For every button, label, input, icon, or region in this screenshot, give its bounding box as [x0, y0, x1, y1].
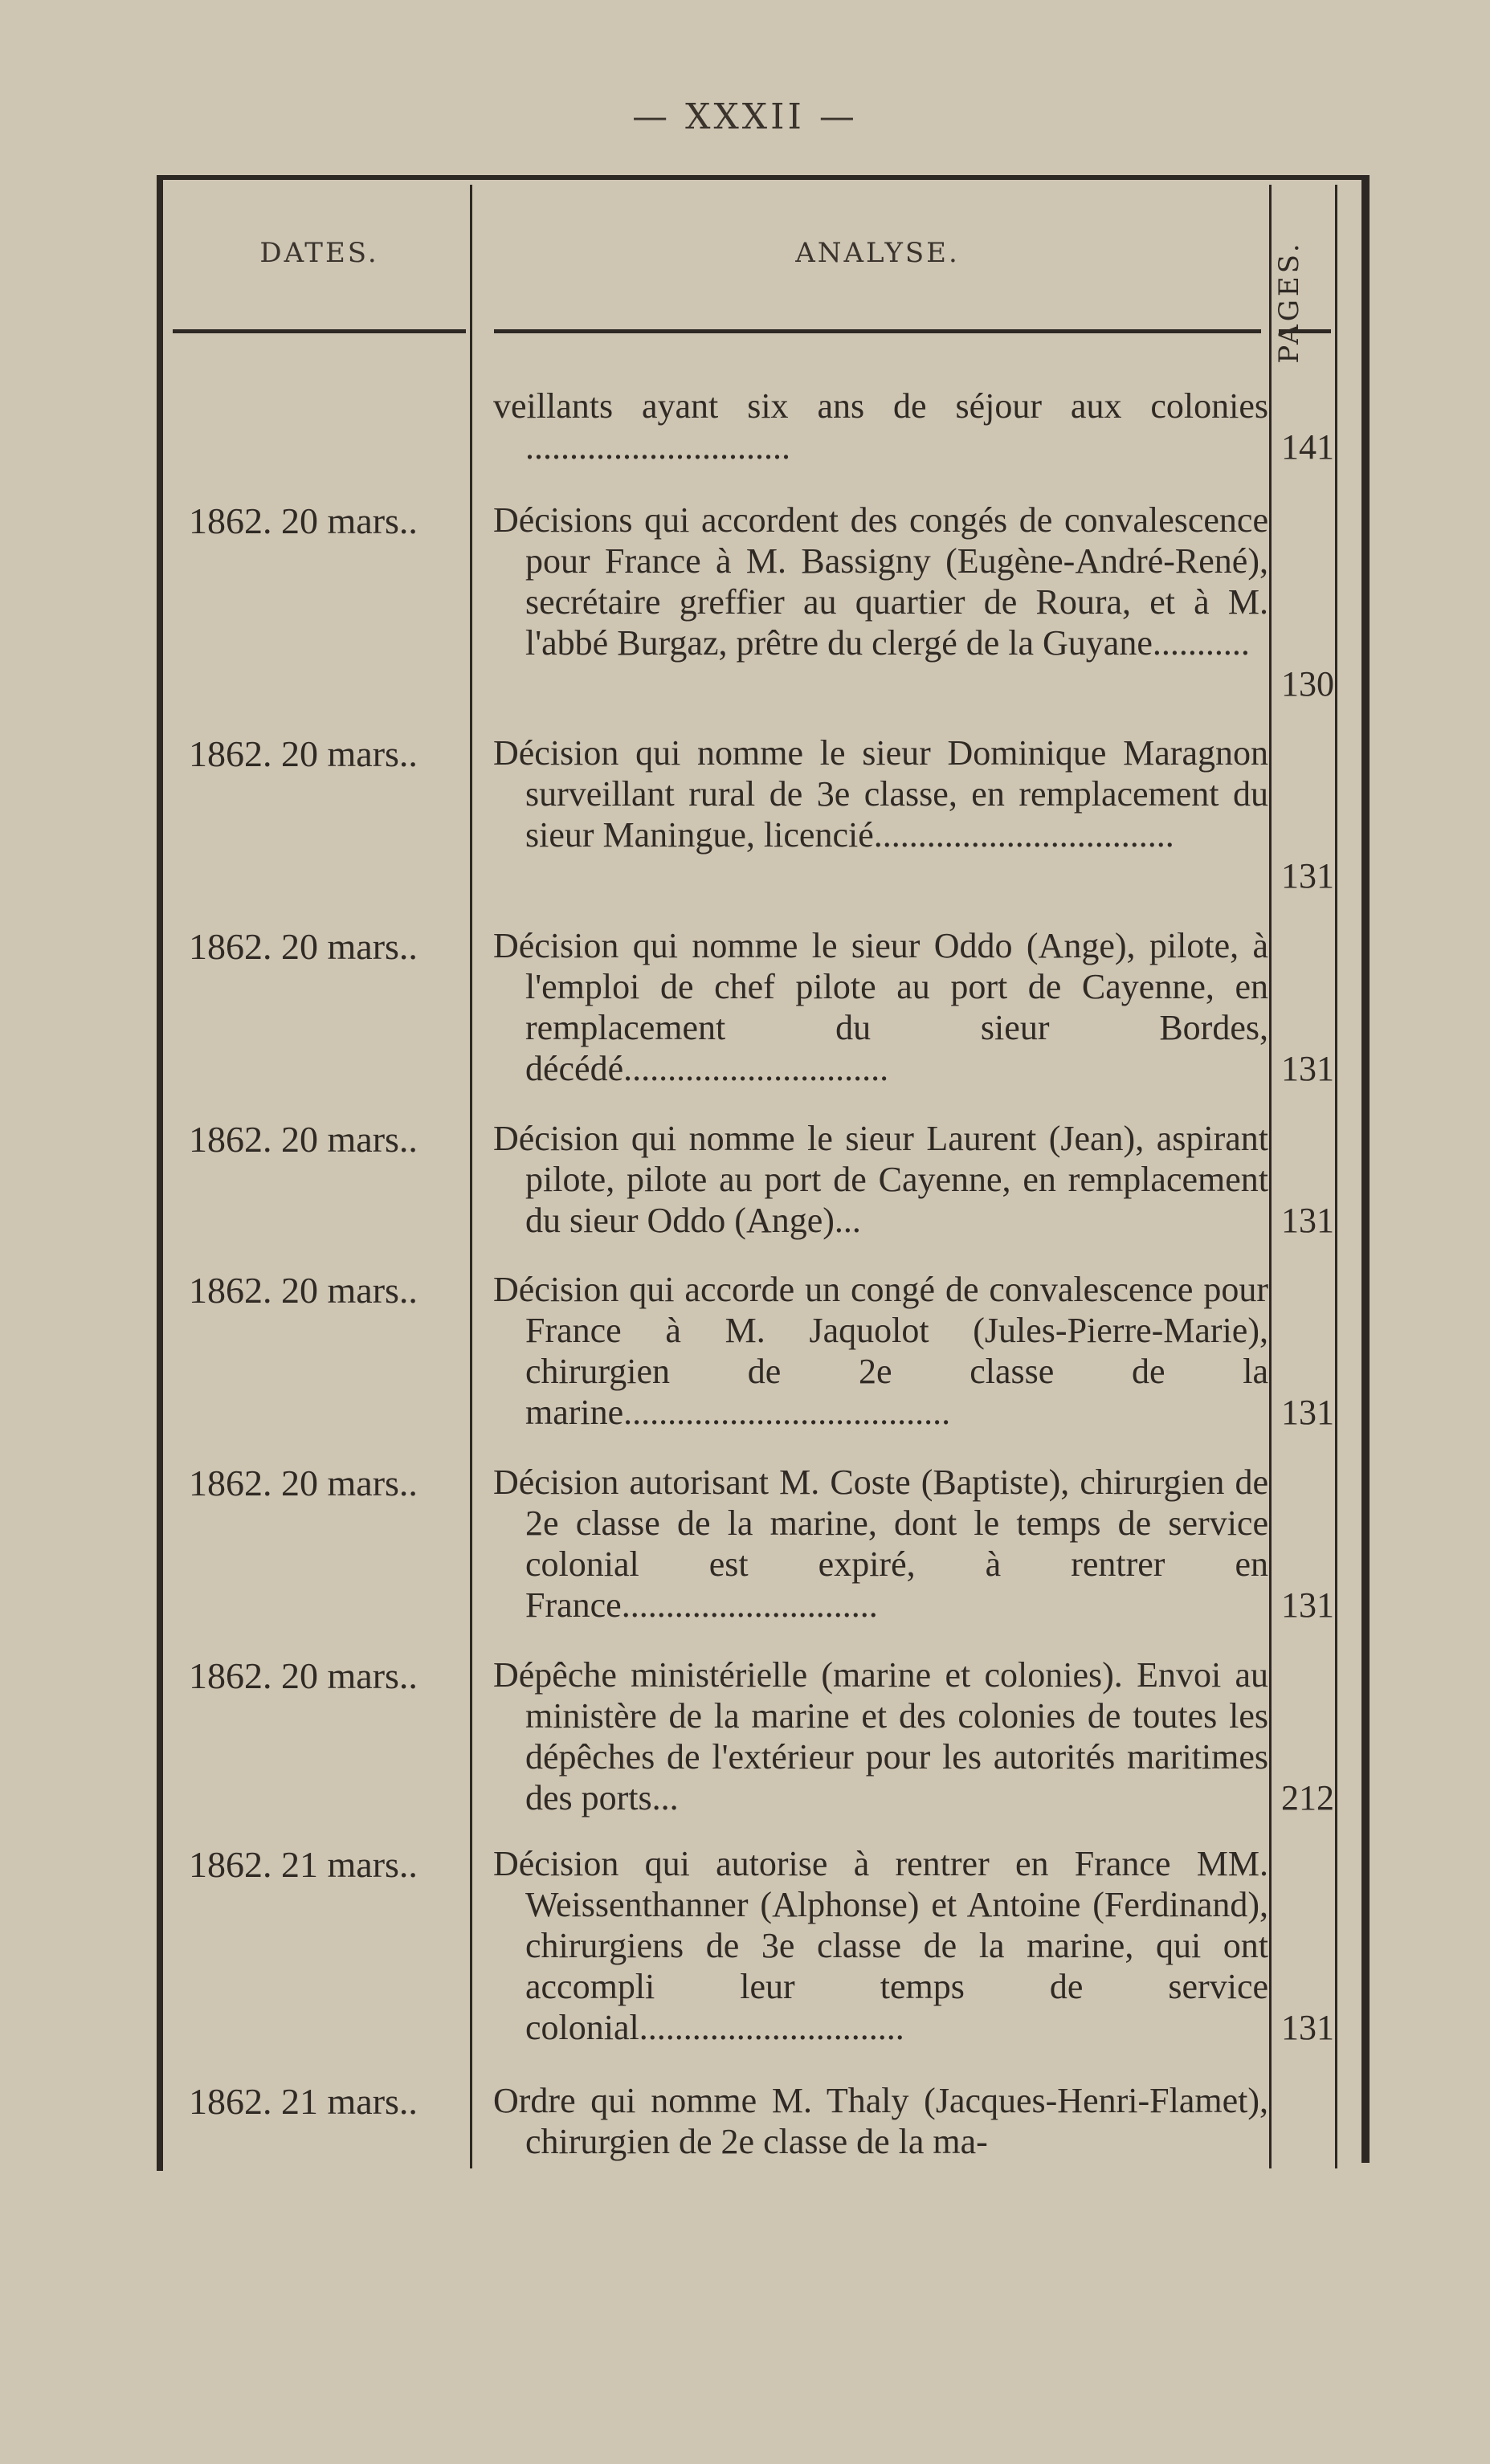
dates-divider: [470, 185, 472, 2168]
pages-divider: [1335, 185, 1337, 2168]
entry-date: 1862. 20 mars..: [189, 500, 418, 541]
entry-page: 131: [1281, 856, 1334, 895]
entry-analysis: Décision qui autorise à rentrer en France MM. Weissenthanner (Alphonse) et Antoine (Ferdinand), chirurgiens de 3e classe de la marine, qui ont accompli leur temps de service colonial..............................: [493, 1844, 1268, 2047]
header-rule-analyse: [494, 329, 1261, 333]
column-heading-analyse: ANALYSE.: [795, 237, 960, 269]
entry-page: 131: [1281, 2008, 1334, 2047]
entry-analysis: Décision autorisant M. Coste (Baptiste), chirurgien de 2e classe de la marine, dont le temps de service colonial est expiré, à rentrer en France.............................: [493, 1462, 1268, 1625]
entry-page: 141: [1281, 427, 1334, 467]
entry-page: 131: [1281, 1049, 1334, 1088]
entry-page: 131: [1281, 1585, 1334, 1625]
entry-date: 1862. 20 mars..: [189, 1270, 418, 1311]
entry-analysis: Décisions qui accordent des congés de convalescence pour France à M. Bassigny (Eugène-André-René), secrétaire greffier au quartier de Roura, et à M. l'abbé Burgaz, prêtre du clergé de la Guyane...........: [493, 500, 1268, 663]
page-header: — XXXII —: [632, 96, 858, 137]
entry-date: 1862. 20 mars..: [189, 1655, 418, 1696]
analyse-divider: [1269, 185, 1272, 2168]
column-heading-dates: DATES.: [259, 237, 379, 269]
left-border: [157, 175, 163, 2171]
entry-date: 1862. 21 mars..: [189, 1844, 418, 1885]
entry-date: 1862. 20 mars..: [189, 1462, 418, 1503]
entry-analysis: Ordre qui nomme M. Thaly (Jacques-Henri-Flamet), chirurgien de 2e classe de la ma-: [493, 2081, 1268, 2161]
entry-date: 1862. 21 mars..: [189, 2081, 418, 2122]
entry-analysis: Dépêche ministérielle (marine et colonies). Envoi au ministère de la marine et des colonies de toutes les dépêches de l'extérieur pour les autorités maritimes des ports...: [493, 1655, 1268, 1817]
entry-date: 1862. 20 mars..: [189, 1119, 418, 1160]
entry-analysis: Décision qui nomme le sieur Oddo (Ange), pilote, à l'emploi de chef pilote au port de Cayenne, en remplacement du sieur Bordes, décédé..............................: [493, 926, 1268, 1088]
entry-page: 131: [1281, 1393, 1334, 1432]
entry-analysis: veillants ayant six ans de séjour aux colonies ..............................: [493, 386, 1268, 467]
entry-page: 130: [1281, 664, 1334, 704]
entry-page: 212: [1281, 1778, 1334, 1817]
top-rule: [157, 175, 1370, 180]
entry-analysis: Décision qui nomme le sieur Dominique Maragnon surveillant rural de 3e classe, en remplacement du sieur Maningue, licencié..................................: [493, 733, 1268, 855]
entry-page: 131: [1281, 1201, 1334, 1240]
entry-analysis: Décision qui accorde un congé de convalescence pour France à M. Jaquolot (Jules-Pierre-Marie), chirurgien de 2e classe de la marine.....................................: [493, 1270, 1268, 1432]
entry-date: 1862. 20 mars..: [189, 733, 418, 774]
header-rule-dates: [173, 329, 466, 333]
right-border: [1361, 175, 1370, 2163]
entry-analysis: Décision qui nomme le sieur Laurent (Jean), aspirant pilote, pilote au port de Cayenne, en remplacement du sieur Oddo (Ange)...: [493, 1119, 1268, 1240]
entry-date: 1862. 20 mars..: [189, 926, 418, 967]
